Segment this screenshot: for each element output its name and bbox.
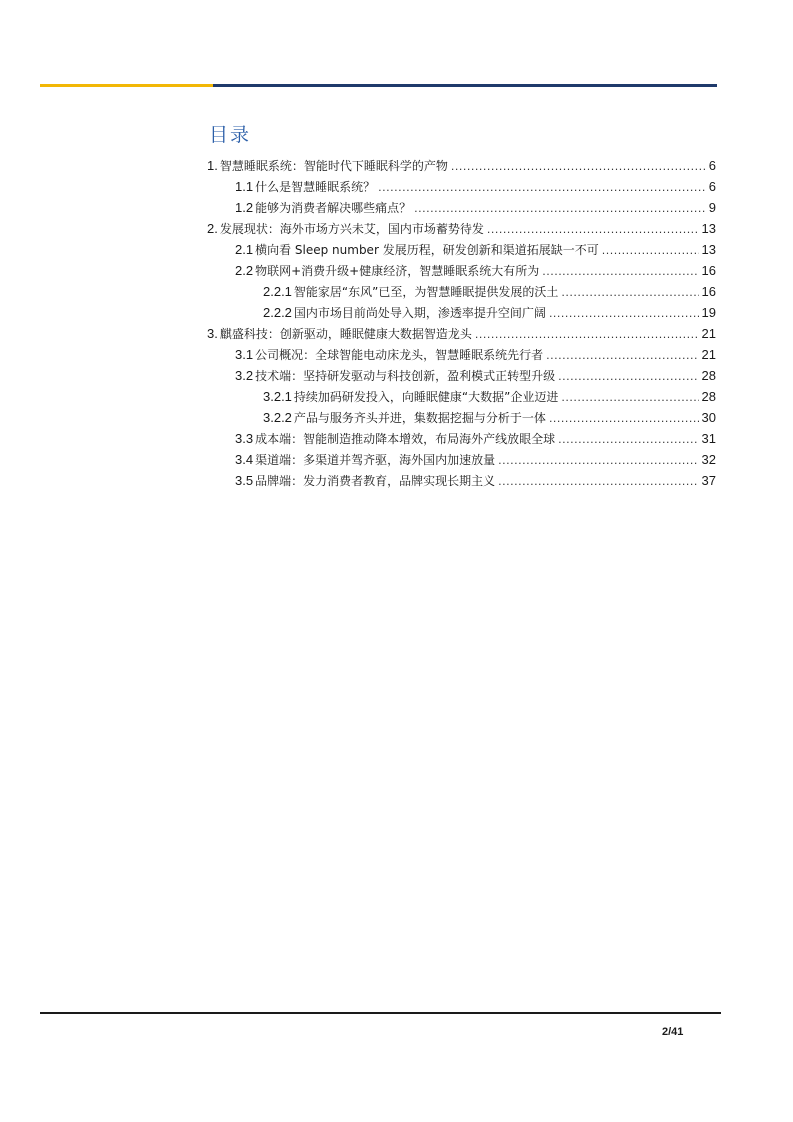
toc-entry-2-2[interactable]	[235, 260, 716, 281]
toc-entry-page: 21	[701, 347, 716, 362]
toc-entry-number: 3.2.2	[263, 410, 292, 425]
toc-entry-number: 1.	[207, 158, 218, 173]
dot-leader	[549, 408, 699, 429]
header-rule-navy	[213, 84, 717, 87]
toc-entry-number: 3.3	[235, 431, 254, 446]
toc-entry-page: 6	[708, 179, 716, 194]
dot-leader	[542, 261, 698, 282]
toc-entry-label: 品牌端：发力消费者教育，品牌实现长期主义	[255, 474, 496, 488]
toc-entry-label: 横向看 Sleep number 发展历程，研发创新和渠道拓展缺一不可	[255, 243, 599, 257]
toc-entry-number: 3.5	[235, 473, 254, 488]
toc-entry-number: 3.4	[235, 452, 254, 467]
dot-leader	[561, 282, 698, 303]
toc-entry-page: 16	[701, 263, 716, 278]
toc-entry-3-1[interactable]	[235, 344, 716, 365]
toc-entry-page: 13	[701, 221, 716, 236]
toc-entry-number: 2.2.2	[263, 305, 292, 320]
page-number: 2/41	[662, 1026, 684, 1038]
toc-title: 目录	[209, 124, 252, 146]
dot-leader	[487, 219, 699, 240]
toc-entry-number: 2.2.1	[263, 284, 292, 299]
toc-entry-page: 28	[701, 389, 716, 404]
toc-entry-page: 28	[701, 368, 716, 383]
toc-entry-number: 1.1	[235, 179, 254, 194]
toc-entry-1[interactable]	[207, 155, 716, 176]
toc-entry-page: 13	[701, 242, 716, 257]
toc-entry-1-2[interactable]	[235, 197, 716, 218]
toc-entry-page: 16	[701, 284, 716, 299]
toc-entry-label: 什么是智慧睡眠系统？	[255, 180, 376, 194]
toc-entry-1-1[interactable]	[235, 176, 716, 197]
toc-entry-label: 智能家居“东风”已至，为智慧睡眠提供发展的沃土	[293, 285, 559, 299]
dot-leader	[549, 303, 699, 324]
toc-entry-3-3[interactable]	[235, 428, 716, 449]
toc-entry-label: 渠道端：多渠道并驾齐驱，海外国内加速放量	[255, 453, 496, 467]
dot-leader	[378, 177, 706, 198]
dot-leader	[602, 240, 699, 261]
toc-entry-page: 30	[701, 410, 716, 425]
dot-leader	[561, 387, 698, 408]
toc-entry-number: 3.2.1	[263, 389, 292, 404]
toc-entry-label: 持续加码研发投入，向睡眠健康“大数据”企业迈进	[293, 390, 559, 404]
toc-entry-3-4[interactable]	[235, 449, 716, 470]
dot-leader	[558, 366, 698, 387]
toc-entry-label: 物联网+消费升级+健康经济，智慧睡眠系统大有所为	[255, 264, 540, 278]
toc-entry-label: 技术端：坚持研发驱动与科技创新，盈利模式正转型升级	[255, 369, 556, 383]
toc-entry-label: 发展现状：海外市场方兴未艾，国内市场蓄势待发	[219, 222, 484, 236]
toc-entry-number: 3.	[207, 326, 218, 341]
toc-entry-page: 9	[708, 200, 716, 215]
dot-leader	[451, 156, 706, 177]
toc-entry-page: 6	[708, 158, 716, 173]
toc-entry-number: 2.1	[235, 242, 254, 257]
toc-entry-3-5[interactable]	[235, 470, 716, 491]
toc-entry-2-2-1[interactable]	[263, 281, 716, 302]
dot-leader	[498, 471, 698, 492]
dot-leader	[475, 324, 699, 345]
toc-entry-3-2-1[interactable]	[263, 386, 716, 407]
toc-entry-label: 智慧睡眠系统：智能时代下睡眠科学的产物	[219, 159, 448, 173]
toc-entry-label: 能够为消费者解决哪些痛点？	[255, 201, 412, 215]
toc-entry-2-1[interactable]	[235, 239, 716, 260]
toc-entry-label: 产品与服务齐头并进，集数据挖掘与分析于一体	[293, 411, 546, 425]
toc-entry-label: 成本端：智能制造推动降本增效，布局海外产线放眼全球	[255, 432, 556, 446]
toc-entry-3-2[interactable]	[235, 365, 716, 386]
toc-entry-number: 2.	[207, 221, 218, 236]
toc-entry-2[interactable]	[207, 218, 716, 239]
toc-entry-3[interactable]	[207, 323, 716, 344]
toc-entry-number: 3.2	[235, 368, 254, 383]
toc-entry-page: 21	[701, 326, 716, 341]
toc-entry-number: 2.2	[235, 263, 254, 278]
dot-leader	[414, 198, 706, 219]
toc-entry-page: 31	[701, 431, 716, 446]
footer-rule	[40, 1012, 721, 1014]
dot-leader	[498, 450, 698, 471]
toc-entry-page: 19	[701, 305, 716, 320]
toc-entry-label: 国内市场目前尚处导入期，渗透率提升空间广阔	[293, 306, 546, 320]
header-rule-gold	[40, 84, 213, 87]
toc-entry-page: 37	[701, 473, 716, 488]
dot-leader	[546, 345, 698, 366]
dot-leader	[558, 429, 698, 450]
toc-entry-number: 3.1	[235, 347, 254, 362]
toc-entry-3-2-2[interactable]	[263, 407, 716, 428]
toc-entry-page: 32	[701, 452, 716, 467]
toc-entry-number: 1.2	[235, 200, 254, 215]
toc-entry-2-2-2[interactable]	[263, 302, 716, 323]
toc-entry-label: 麒盛科技：创新驱动，睡眠健康大数据智造龙头	[219, 327, 472, 341]
toc-entry-label: 公司概况：全球智能电动床龙头，智慧睡眠系统先行者	[255, 348, 544, 362]
